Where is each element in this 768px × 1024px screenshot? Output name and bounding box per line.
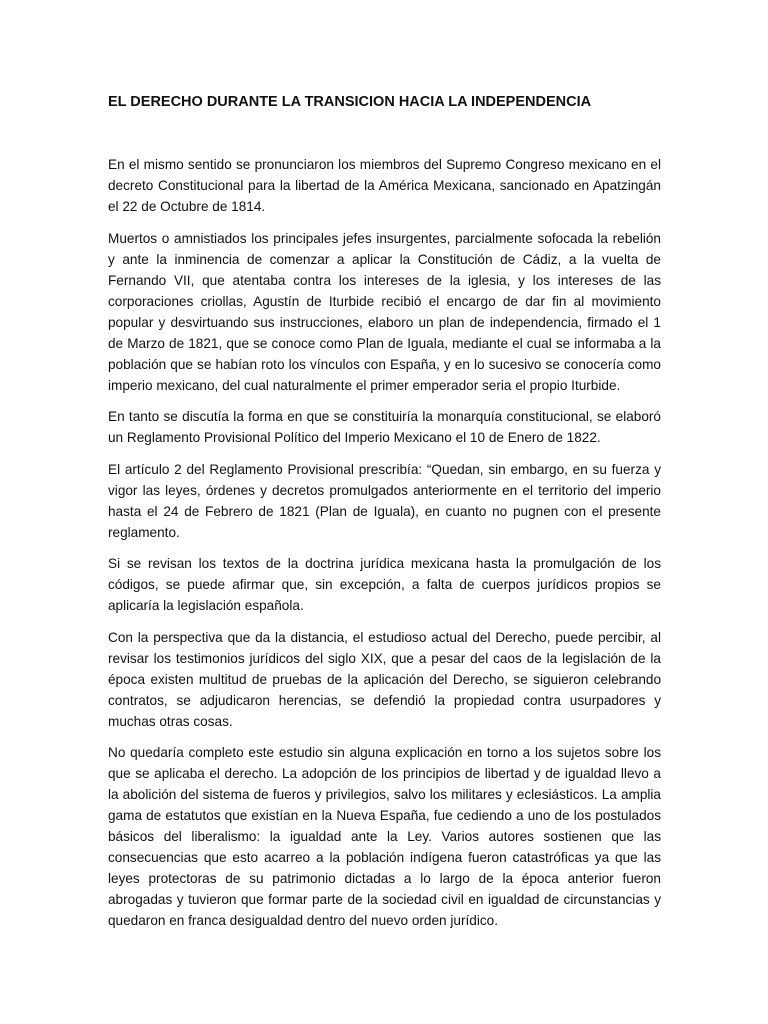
- paragraph-4: El artículo 2 del Reglamento Provisional prescribía: “Quedan, sin embargo, en su fuerza y vigor las leyes, órdenes y decretos promulgados anteriormente en el territorio del imperio hasta el 24 de Febrero de 1821 (Plan de Iguala), en cuanto no pugnen con el presente reglamento.: [108, 461, 661, 540]
- paragraph-6: Con la perspectiva que da la distancia, el estudioso actual del Derecho, puede percibir, al revisar los testimonios jurídicos del siglo XIX, que a pesar del caos de la legislación de la época existen multitud de pruebas de la aplicación del Derecho, se siguieron celebrando contratos, se adjudicaron herencias, se defendió la propiedad contra usurpadores y muchas otras cosas.: [108, 629, 661, 729]
- paragraph-3: En tanto se discutía la forma en que se constituiría la monarquía constitucional, se elaboró un Reglamento Provisional Político del Imperio Mexicano el 10 de Enero de 1822.: [108, 409, 661, 445]
- document-title: EL DERECHO DURANTE LA TRANSICION HACIA LA INDEPENDENCIA: [108, 94, 592, 110]
- paragraph-5: Si se revisan los textos de la doctrina jurídica mexicana hasta la promulgación de los códigos, se puede afirmar que, sin excepción, a falta de cuerpos jurídicos propios se aplicaría la legislación española.: [108, 556, 661, 613]
- document-body: [108, 154, 661, 931]
- paragraph-1: En el mismo sentido se pronunciaron los miembros del Supremo Congreso mexicano en el decreto Constitucional para la libertad de la América Mexicana, sancionado en Apatzingán el 22 de Octubre de 1814.: [108, 157, 661, 214]
- paragraph-2: Muertos o amnistiados los principales jefes insurgentes, parcialmente sofocada la rebelión y ante la inminencia de comenzar a aplicar la Constitución de Cádiz, a la vuelta de Fernando VII, que atentaba contra los intereses de la iglesia, y los intereses de las corporaciones criollas, Agustín de Iturbide recibió el encargo de dar fin al movimiento popular y desvirtuando sus instrucciones, elaboro un plan de independencia, firmado el 1 de Marzo de 1821, que se conoce como Plan de Iguala, mediante el cual se informaba a la población que se habían roto los vínculos con España, y en lo sucesivo se conocería como imperio mexicano, del cual naturalmente el primer emperador seria el propio Iturbide.: [108, 230, 661, 393]
- paragraph-7: No quedaría completo este estudio sin alguna explicación en torno a los sujetos sobre los que se aplicaba el derecho. La adopción de los principios de libertad y de igualdad llevo a la abolición del sistema de fueros y privilegios, salvo los militares y eclesiásticos. La amplia gama de estatutos que existían en la Nueva España, fue cediendo a uno de los postulados básicos del liberalismo: la igualdad ante la Ley. Varios autores sostienen que las consecuencias que esto acarreo a la población indígena fueron catastróficas ya que las leyes protectoras de su patrimonio dictadas a lo largo de la época anterior fueron abrogadas y tuvieron que formar parte de la sociedad civil en igualdad de circunstancias y quedaron en franca desigualdad dentro del nuevo orden jurídico.: [108, 745, 661, 928]
- document-page: [108, 92, 661, 942]
